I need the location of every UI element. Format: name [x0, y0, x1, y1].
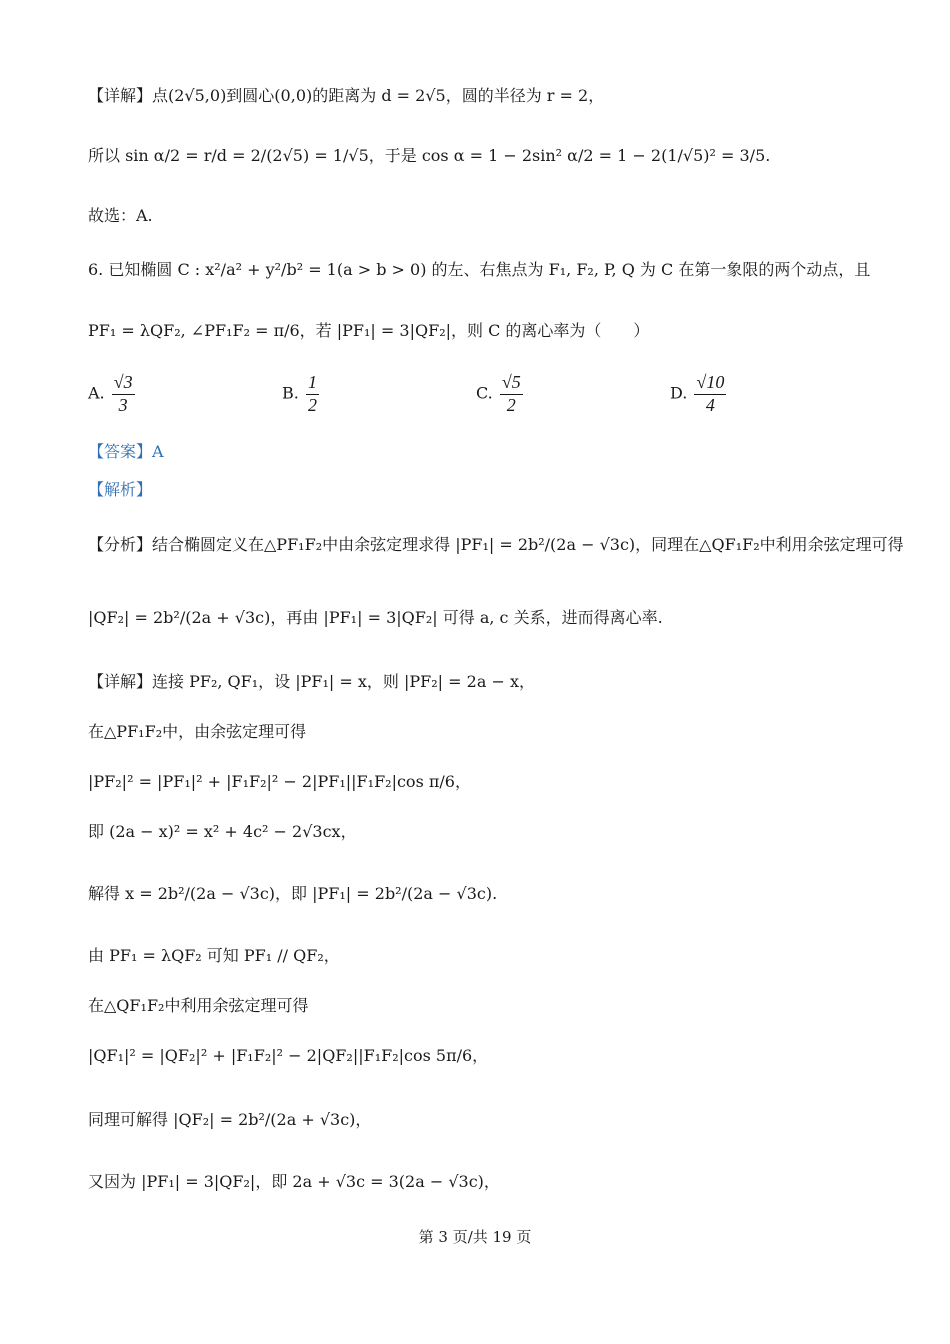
text-line-2: 所以 sin α/2 = r/d = 2/(2√5) = 1/√5，于是 cos α = 1 − 2sin² α/2 = 1 − 2(1/√5)² = 3/5. — [88, 146, 771, 165]
text-line-13: 即 (2a − x)² = x² + 4c² − 2√3cx， — [88, 822, 357, 841]
option-b-fraction: $\frac{1}{2}$ — [307, 372, 317, 415]
text-line-18: 同理可解得 |QF₂| = 2b²/(2a + √3c)， — [88, 1110, 372, 1129]
option-a-fraction: $\frac{√3}{3}$ — [113, 372, 133, 415]
page-footer: 第 3 页/共 19 页 — [418, 1228, 532, 1246]
text-line-5: PF₁ = λQF₂, ∠PF₁F₂ = π/6，若 |PF₁| = 3|QF₂|，则 C 的离心率为（ ） — [88, 321, 650, 340]
text-line-17: |QF₁|² = |QF₂|² + |F₁F₂|² − 2|QF₂||F₁F₂|cos 5π/6， — [88, 1046, 489, 1065]
text-line-10: 【详解】连接 PF₂, QF₁，设 |PF₁| = x，则 |PF₂| = 2a − x， — [88, 672, 535, 691]
text-line-6: 【答案】A — [88, 442, 164, 461]
text-line-19: 又因为 |PF₁| = 3|QF₂|，即 2a + √3c = 3(2a − √3c)， — [88, 1172, 500, 1191]
text-line-3: 故选：A. — [88, 206, 153, 225]
option-b: B. $\frac{1}{2}$ — [282, 372, 317, 415]
text-line-14: 解得 x = 2b²/(2a − √3c)，即 |PF₁| = 2b²/(2a − √3c). — [88, 884, 498, 903]
option-a: A. $\frac{√3}{3}$ — [88, 372, 133, 415]
text-line-12: |PF₂|² = |PF₁|² + |F₁F₂|² − 2|PF₁||F₁F₂|cos π/6， — [88, 772, 471, 791]
option-c-fraction: $\frac{√5}{2}$ — [501, 372, 521, 415]
text-line-16: 在△QF₁F₂中利用余弦定理可得 — [88, 996, 309, 1015]
option-d-fraction: $\frac{√10}{4}$ — [696, 372, 725, 415]
text-line-1: 【详解】点(2√5,0)到圆心(0,0)的距离为 d = 2√5，圆的半径为 r = 2， — [88, 86, 605, 105]
text-line-11: 在△PF₁F₂中，由余弦定理可得 — [88, 722, 307, 741]
text-line-15: 由 PF₁ = λQF₂ 可知 PF₁ // QF₂， — [88, 946, 340, 965]
text-line-8: 【分析】结合椭圆定义在△PF₁F₂中由余弦定理求得 |PF₁| = 2b²/(2a − √3c)，同理在△QF₁F₂中利用余弦定理可得 — [88, 535, 904, 554]
option-c: C. $\frac{√5}{2}$ — [476, 372, 521, 415]
option-d: D. $\frac{√10}{4}$ — [670, 372, 725, 415]
text-line-9: |QF₂| = 2b²/(2a + √3c)，再由 |PF₁| = 3|QF₂| 可得 a, c 关系，进而得离心率. — [88, 608, 663, 627]
text-line-7: 【解析】 — [88, 480, 153, 499]
text-line-4: 6. 已知椭圆 C : x²/a² + y²/b² = 1(a > b > 0) 的左、右焦点为 F₁, F₂, P, Q 为 C 在第一象限的两个动点，且 — [88, 260, 871, 279]
